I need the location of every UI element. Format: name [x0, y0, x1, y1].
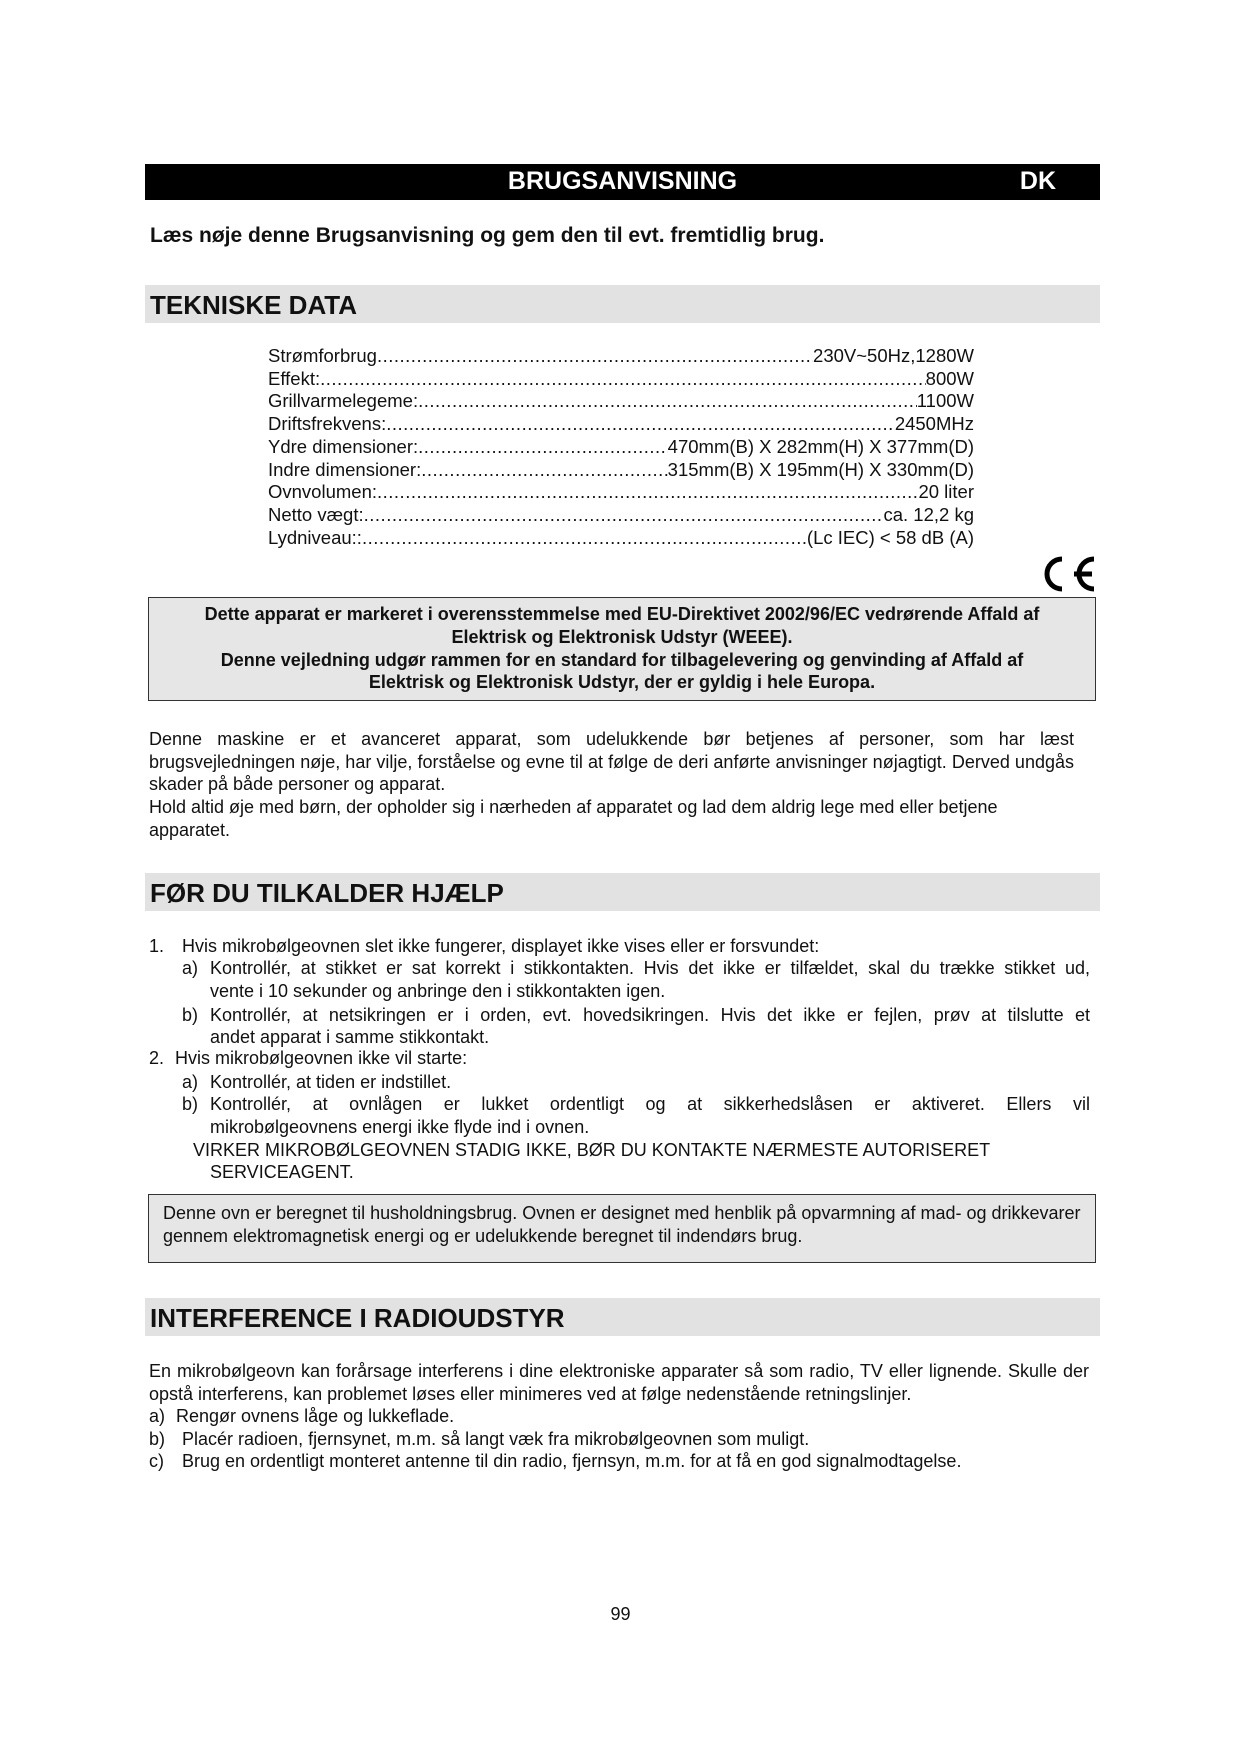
- spec-value: 800W: [925, 367, 974, 389]
- list-item: Hvis mikrobølgeovnen slet ikke fungerer, displayet ikke vises eller er forsvundet:: [182, 936, 820, 956]
- weee-line: Denne vejledning udgør rammen for en standard for tilbagelevering og genvinding af Affald af: [220, 649, 1024, 670]
- spec-row: [268, 436, 974, 459]
- spec-value: 315mm(B) X 195mm(H) X 330mm(D): [667, 458, 974, 480]
- list-item: Rengør ovnens låge og lukkeflade.: [176, 1406, 455, 1426]
- list-item: Placér radioen, fjernsynet, m.m. så langt væk fra mikrobølgeovnen som muligt.: [182, 1429, 810, 1449]
- header-bar: [145, 164, 1100, 200]
- interference-intro: En mikrobølgeovn kan forårsage interferens i dine elektroniske apparater så som radio, TV eller lignende. Skulle der opstå interferens, kan problemet løses eller minimeres ved at følge nedenstående retningslinjer.: [149, 1361, 1089, 1404]
- weee-line: Dette apparat er markeret i overensstemmelse med EU-Direktivet 2002/96/EC vedrørende Affald af: [204, 604, 1040, 624]
- warning-text-cont: SERVICEAGENT.: [210, 1162, 354, 1182]
- list-number: 1.: [149, 936, 165, 956]
- spec-value: 470mm(B) X 282mm(H) X 377mm(D): [667, 435, 974, 457]
- language-code: DK: [1019, 167, 1056, 195]
- spec-label: Driftsfrekvens:: [268, 413, 387, 435]
- list-sub-label: a): [149, 1406, 166, 1426]
- spec-label: Effekt:: [268, 367, 321, 389]
- spec-list: [268, 345, 974, 549]
- list-sub-item: Kontrollér, at tiden er indstillet.: [210, 1072, 452, 1092]
- list-sub-label: b): [149, 1429, 166, 1449]
- list-item: Brug en ordentligt monteret antenne til din radio, fjernsyn, m.m. for at få en god signalmodtagelse.: [182, 1451, 962, 1471]
- spec-label: Lydniveau::: [268, 526, 362, 548]
- spec-label: Ydre dimensioner:: [268, 435, 419, 457]
- section-title: TEKNISKE DATA: [150, 290, 358, 320]
- spec-label: Strømforbrug: [268, 345, 377, 366]
- list-sub-item-cont: andet apparat i samme stikkontakt.: [210, 1027, 490, 1047]
- list-sub-item: Kontrollér, at netsikringen er i orden, evt. hovedsikringen. Hvis det ikke er fejlen, prøv at tilslutte et: [210, 1005, 1090, 1025]
- spec-row: [268, 345, 974, 368]
- list-number: 2.: [149, 1048, 165, 1068]
- document-title: BRUGSANVISNING: [507, 167, 738, 195]
- spec-value: 2450MHz: [894, 413, 974, 435]
- spec-label: Indre dimensioner:: [268, 458, 422, 480]
- spec-value: 1100W: [916, 390, 974, 412]
- section-help: [145, 873, 1100, 911]
- list-sub-label: a): [182, 958, 199, 978]
- spec-value: 230V~50Hz,1280W: [813, 345, 974, 366]
- spec-label: Ovnvolumen:: [268, 481, 377, 503]
- spec-row: [268, 504, 974, 527]
- list-item: Hvis mikrobølgeovnen ikke vil starte:: [175, 1048, 468, 1068]
- weee-line: Elektrisk og Elektronisk Udstyr, der er gyldig i hele Europa.: [368, 672, 876, 693]
- list-sub-label: c): [149, 1451, 164, 1471]
- list-sub-label: b): [182, 1005, 199, 1025]
- spec-label: Grillvarmelegeme:: [268, 390, 419, 412]
- list-sub-label: a): [182, 1072, 199, 1092]
- list-sub-label: b): [182, 1094, 199, 1114]
- spec-label: Netto vægt:: [268, 503, 364, 525]
- weee-notice-box: [148, 597, 1096, 701]
- page-number: 99: [610, 1604, 631, 1624]
- child-safety-paragraph: Hold altid øje med børn, der opholder sig i nærheden af apparatet og lad dem aldrig lege med eller betjene apparatet.: [149, 797, 998, 840]
- spec-row: [268, 368, 974, 391]
- list-sub-item: Kontrollér, at stikket er sat korrekt i stikkontakten. Hvis det ikke er tilfældet, skal du trække stikket ud,: [210, 958, 1090, 978]
- list-sub-item: Kontrollér, at ovnlågen er lukket ordentligt og at sikkerhedslåsen er aktiveret. Ellers vil: [210, 1094, 1090, 1114]
- section-interference: [145, 1298, 1100, 1336]
- weee-line: Elektrisk og Elektronisk Udstyr (WEEE).: [451, 626, 793, 647]
- spec-row: [268, 390, 974, 413]
- spec-row: [268, 459, 974, 482]
- section-title: INTERFERENCE I RADIOUDSTYR: [150, 1303, 565, 1333]
- safety-paragraph: Denne maskine er et avanceret apparat, som udelukkende bør betjenes af personer, som har læst brugsvejledningen nøje, har vilje, forståelse og evne til at følge de deri anførte anvisninger nøjagtigt. Derved undgås skader på både personer og apparat.: [149, 729, 1074, 795]
- spec-value: (Lc IEC) < 58 dB (A): [806, 526, 974, 548]
- section-tekniske-data: [145, 285, 1100, 323]
- ce-mark-icon: [1036, 553, 1098, 595]
- intro-text: Læs nøje denne Brugsanvisning og gem den til evt. fremtidlig brug.: [150, 224, 825, 247]
- spec-row: [268, 527, 974, 550]
- spec-row: [268, 413, 974, 436]
- warning-text: VIRKER MIKROBØLGEOVNEN STADIG IKKE, BØR DU KONTAKTE NÆRMESTE AUTORISERET: [193, 1140, 991, 1160]
- section-title: FØR DU TILKALDER HJÆLP: [150, 878, 504, 908]
- spec-row: [268, 481, 974, 504]
- spec-value: 20 liter: [918, 481, 974, 503]
- list-sub-item-cont: mikrobølgeovnens energi ikke flyde ind i ovnen.: [210, 1117, 590, 1137]
- spec-value: ca. 12,2 kg: [883, 503, 974, 525]
- list-sub-item-cont: vente i 10 sekunder og anbringe den i stikkontakten igen.: [210, 981, 666, 1001]
- household-use-box: Denne ovn er beregnet til husholdningsbrug. Ovnen er designet med henblik på opvarmning af mad- og drikkevarer gennem elektromagnetisk energi og er udelukkende beregnet til indendørs brug.: [148, 1194, 1096, 1263]
